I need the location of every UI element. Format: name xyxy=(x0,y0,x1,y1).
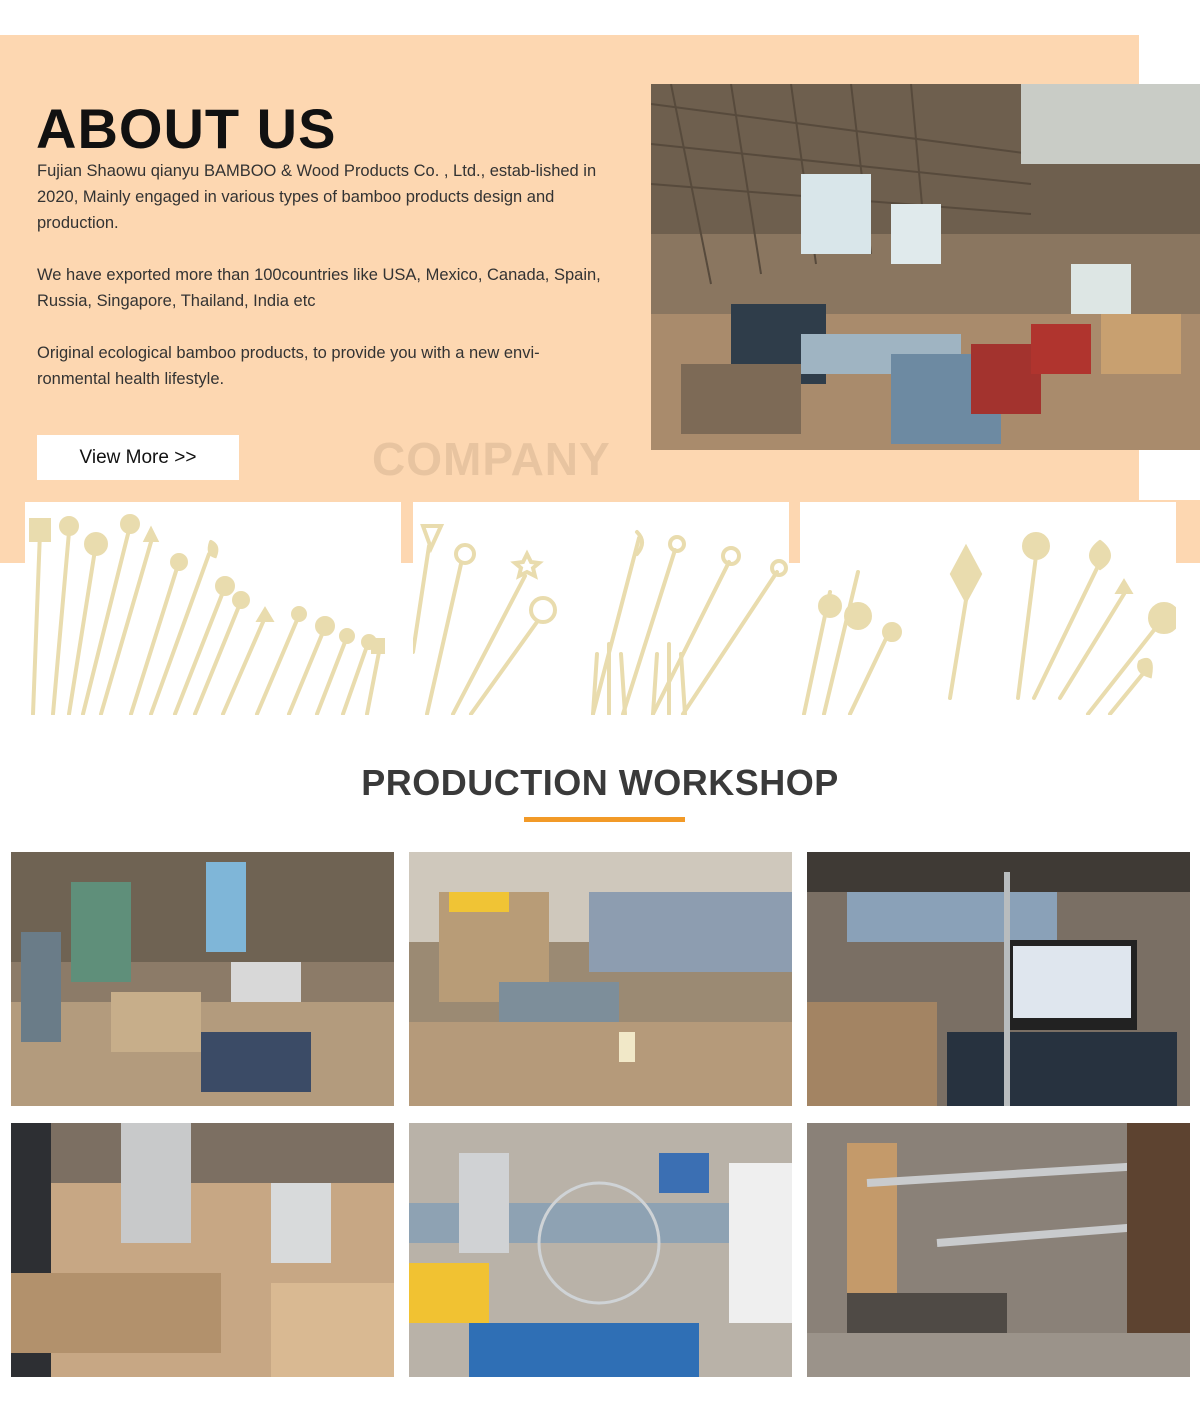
about-paragraph-2: We have exported more than 100countries like USA, Mexico, Canada, Spain, Russia, Singapore, Thailand, India etc xyxy=(37,266,601,310)
workshop-photo-5 xyxy=(409,1123,792,1377)
about-paragraph-3: Original ecological bamboo products, to provide you with a new envi-ronmental health lifestyle. xyxy=(37,344,540,388)
workshop-title-underline xyxy=(524,817,685,822)
workshop-photo-6 xyxy=(807,1123,1190,1377)
about-description xyxy=(37,158,607,418)
skewer-product-image-2 xyxy=(413,502,789,715)
workshop-photo-2 xyxy=(409,852,792,1106)
about-title: ABOUT US xyxy=(36,97,337,160)
workshop-photo-3 xyxy=(807,852,1190,1106)
workshop-photo-4 xyxy=(11,1123,394,1377)
skewer-product-image-3 xyxy=(800,502,1176,715)
company-watermark: COMPANY xyxy=(372,433,611,485)
skewer-product-image-1 xyxy=(25,502,401,715)
about-paragraph-1: Fujian Shaowu qianyu BAMBOO & Wood Products Co. , Ltd., estab-lished in 2020, Mainly engaged in various types of bamboo products design and production. xyxy=(37,162,597,232)
workshop-photo-1 xyxy=(11,852,394,1106)
workshop-title: PRODUCTION WORKSHOP xyxy=(361,762,839,803)
factory-photo xyxy=(651,84,1200,450)
view-more-button[interactable]: View More >> xyxy=(37,435,239,480)
